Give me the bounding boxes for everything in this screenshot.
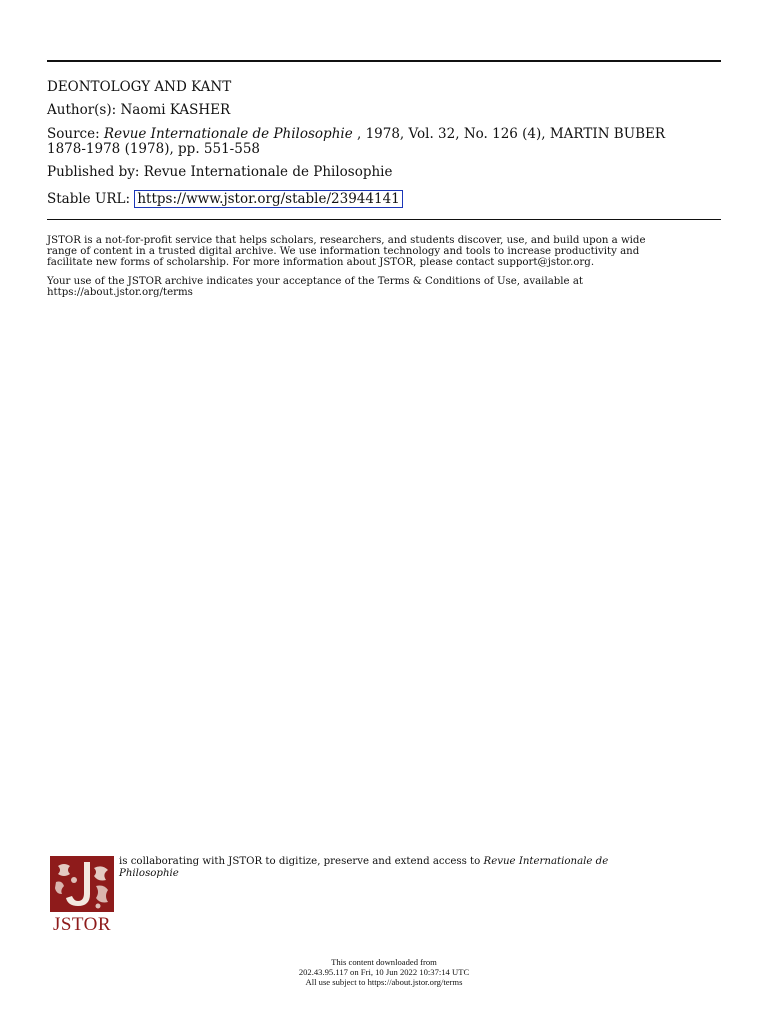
publisher-line — [47, 165, 393, 180]
terms-footer: All use subject to https://about.jstor.org/terms — [305, 977, 463, 987]
source-label: Source: — [47, 126, 100, 142]
stable-url-line — [47, 190, 403, 208]
article-title: DEONTOLOGY AND KANT — [47, 79, 232, 95]
notice-line: range of content in a trusted digital archive. We use information technology and tools to increase productivity and — [47, 246, 640, 257]
terms-url: https://about.jstor.org/terms — [47, 287, 193, 298]
jstor-logo — [50, 856, 114, 936]
author-label: Author(s): — [47, 102, 117, 118]
download-ip-timestamp: 202.43.95.117 on Fri, 10 Jun 2022 10:37:14 UTC — [298, 967, 470, 977]
source-journal: Revue Internationale de Philosophie — [103, 126, 353, 142]
published-label: Published by: — [47, 164, 140, 180]
source-line — [47, 127, 665, 142]
terms-line: Your use of the JSTOR archive indicates your acceptance of the Terms & Conditions of Use, available at — [47, 276, 583, 287]
jstor-notice-paragraph — [47, 235, 723, 268]
partner-line — [119, 856, 719, 868]
stable-url-link[interactable]: https://www.jstor.org/stable/23944141 — [134, 190, 402, 208]
publisher-name: Revue Internationale de Philosophie — [143, 164, 393, 180]
terms-paragraph — [47, 276, 723, 298]
jstor-wordmark: JSTOR — [52, 914, 112, 935]
partner-journal-cont: Philosophie — [119, 867, 179, 879]
partner-statement — [119, 856, 719, 879]
download-notice: This content downloaded from — [331, 957, 437, 967]
stable-url-label: Stable URL: — [47, 191, 131, 207]
partner-text: is collaborating with JSTOR to digitize, preserve and extend access to — [119, 856, 484, 867]
jstor-emblem-icon — [50, 856, 114, 912]
source-details-cont: 1878-1978 (1978), pp. 551-558 — [47, 141, 261, 157]
top-rule — [47, 60, 721, 62]
notice-line: facilitate new forms of scholarship. For more information about JSTOR, please contact support@jstor.org. — [47, 257, 595, 268]
notice-line: JSTOR is a not-for-profit service that helps scholars, researchers, and students discover, use, and build upon a wide — [47, 235, 646, 246]
partner-journal: Revue Internationale de — [483, 856, 609, 867]
author-line — [47, 103, 230, 118]
author-name: Naomi KASHER — [120, 102, 231, 118]
divider-rule — [47, 219, 721, 220]
source-details: , 1978, Vol. 32, No. 126 (4), MARTIN BUBER — [352, 126, 666, 142]
